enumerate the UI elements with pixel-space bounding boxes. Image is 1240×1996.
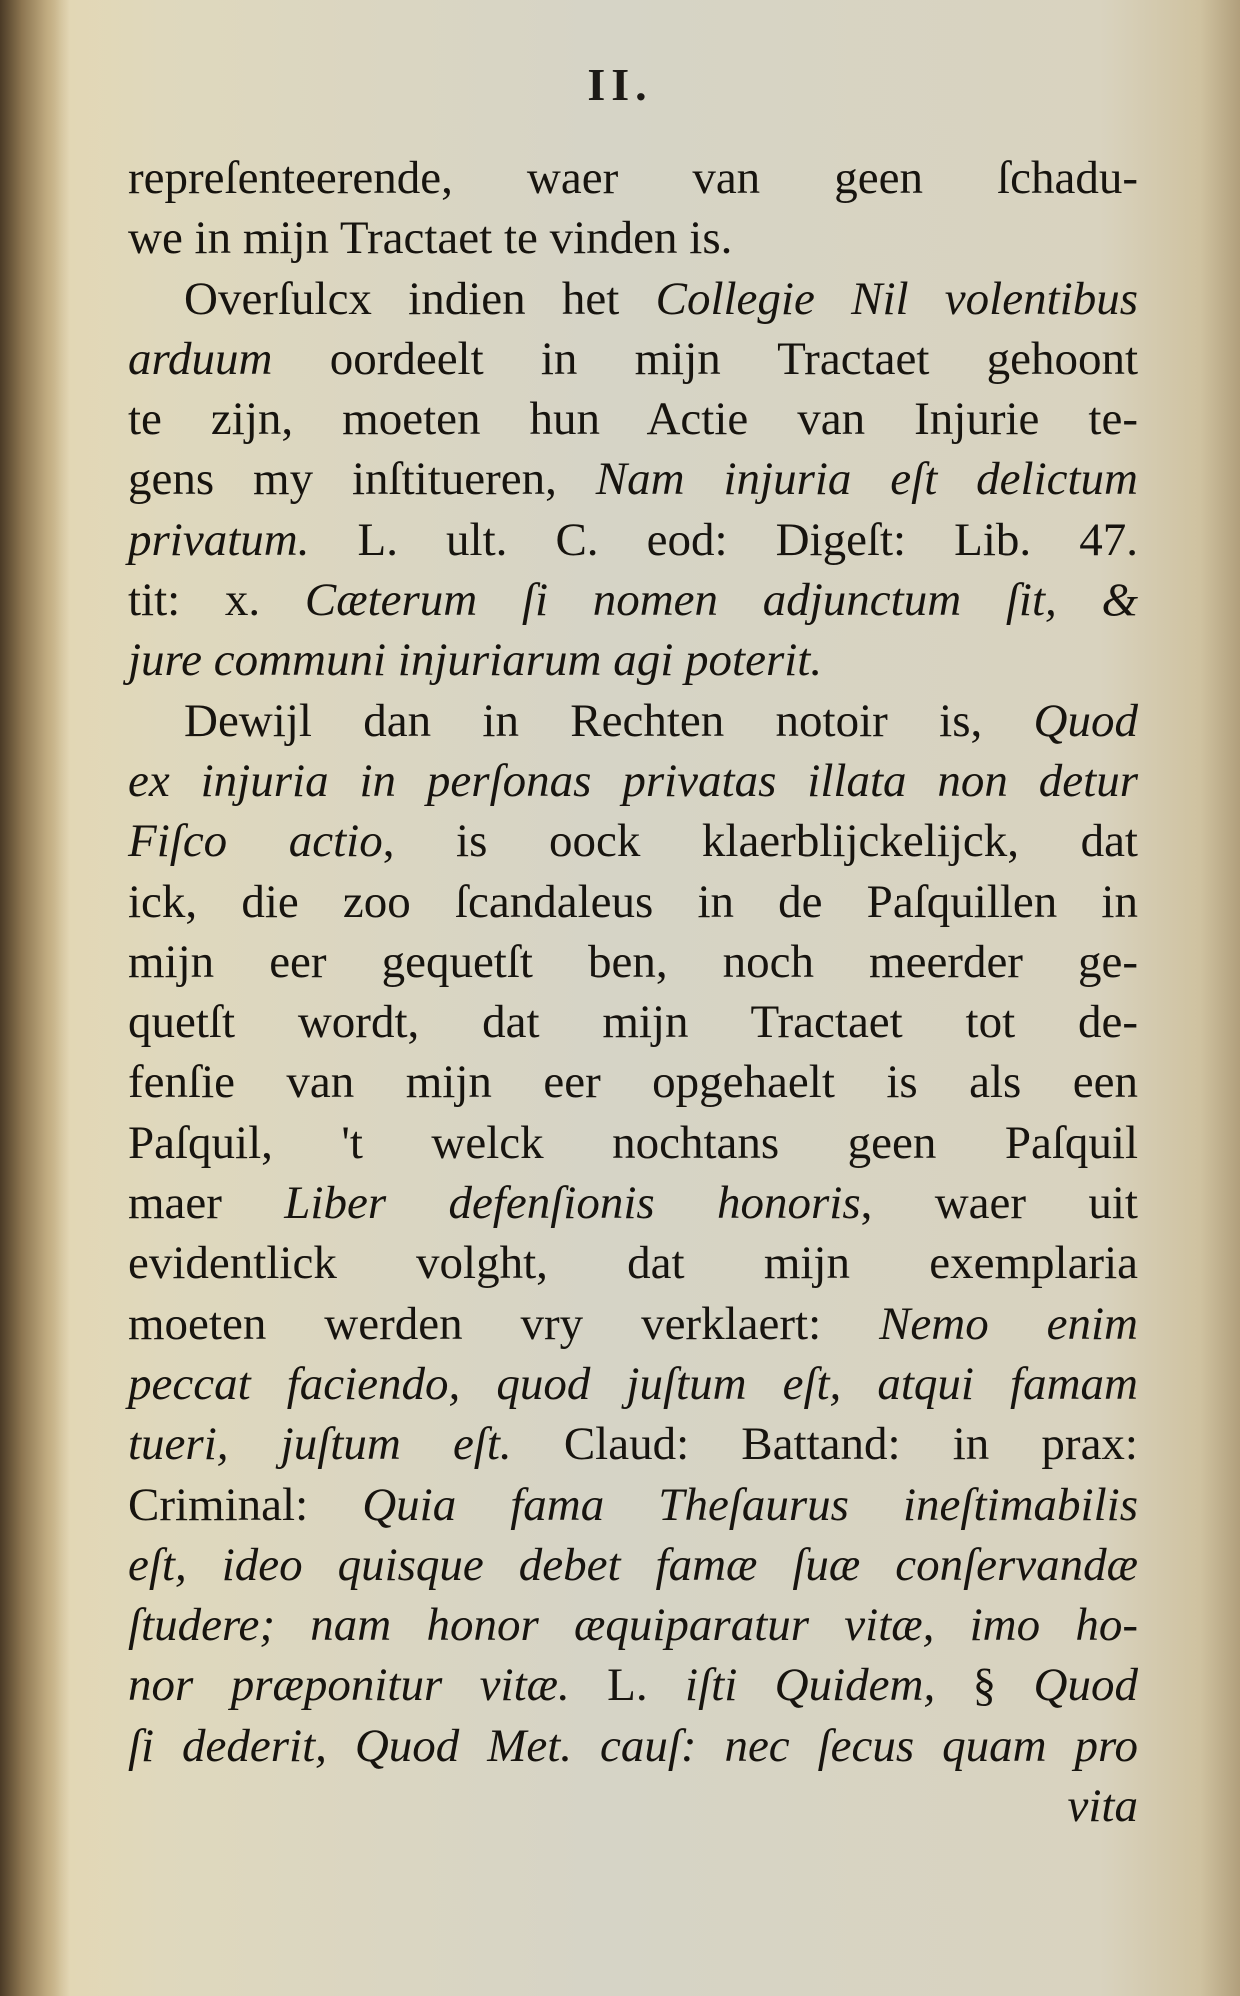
- text-line: [128, 872, 1138, 932]
- italic-text: ex injuria in perſonas privatas illata non detur: [128, 754, 1138, 807]
- italic-text: jure communi injuriarum agi poterit.: [128, 634, 823, 687]
- italic-text: nor præponitur vitæ.: [128, 1659, 570, 1712]
- roman-text: repreſenteerende, waer van geen ſchadu-: [128, 152, 1138, 204]
- roman-text: Dewijl dan in Rechten notoir is,: [184, 694, 1034, 747]
- italic-text: cauſ: nec ſecus quam pro: [599, 1719, 1138, 1772]
- text-line: [128, 449, 1138, 509]
- italic-text: Nemo enim: [879, 1297, 1138, 1350]
- text-line: [128, 1776, 1138, 1836]
- text-line: [128, 691, 1138, 751]
- italic-text: iſti Quidem,: [685, 1659, 973, 1712]
- italic-text: Fiſco actio: [128, 815, 383, 868]
- roman-text: tit: x.: [128, 574, 305, 627]
- text-line: [128, 389, 1138, 449]
- italic-text: eſt, ideo quisque debet famæ ſuæ conſervandæ: [128, 1538, 1138, 1591]
- roman-text: Claud: Battand: in prax:: [511, 1418, 1138, 1471]
- roman-text: fenſie van mijn eer opgehaelt is als een: [128, 1056, 1138, 1109]
- italic-text: Quia fama Theſaurus ineſtimabilis: [362, 1478, 1138, 1531]
- text-line: [128, 148, 1138, 208]
- italic-text: ſtudere; nam honor æquiparatur vitæ, imo ho-: [128, 1599, 1138, 1652]
- text-line: [128, 208, 1138, 268]
- text-line: [128, 1052, 1138, 1112]
- text-line: [128, 1233, 1138, 1293]
- text-line: [128, 1716, 1138, 1776]
- italic-text: vita: [1067, 1780, 1138, 1833]
- text-line: [128, 1414, 1138, 1474]
- text-line: [128, 1354, 1138, 1414]
- italic-text: ſi dederit, Quod Met.: [128, 1719, 573, 1772]
- roman-text: ick, die zoo ſcandaleus in de Paſquillen in: [128, 875, 1138, 928]
- roman-text: gens my inſtitueren,: [128, 453, 596, 506]
- roman-text: we in mijn Tractaet te vinden is.: [128, 212, 733, 265]
- text-line: [128, 510, 1138, 570]
- text-line: [128, 329, 1138, 389]
- roman-text: §: [972, 1659, 1034, 1712]
- text-line: [128, 1535, 1138, 1595]
- italic-text: Quod: [1033, 1659, 1138, 1712]
- italic-text: Nam injuria eſt delictum: [595, 453, 1138, 506]
- roman-text: [572, 1720, 600, 1772]
- roman-text: quetſt wordt, dat mijn Tractaet tot de-: [128, 996, 1138, 1049]
- italic-text: tueri, juſtum eſt.: [128, 1418, 512, 1471]
- roman-text: Overſulcx indien het: [184, 272, 656, 325]
- text-line: [128, 992, 1138, 1052]
- text-line: [128, 269, 1138, 329]
- roman-text: mijn eer gequetſt ben, noch meerder ge-: [128, 935, 1138, 988]
- italic-text: peccat faciendo, quod juſtum eſt, atqui famam: [128, 1357, 1138, 1410]
- italic-text: Quod: [1033, 694, 1138, 747]
- text-line: [128, 1595, 1138, 1655]
- roman-text: evidentlick volght, dat mijn exemplaria: [128, 1237, 1138, 1290]
- roman-text: , is oock klaerblijckelijck, dat: [382, 815, 1138, 868]
- roman-text: L.: [569, 1659, 686, 1712]
- italic-text: Cæterum ſi nomen adjunctum ſit, &: [304, 574, 1139, 627]
- italic-text: privatum.: [128, 513, 310, 566]
- text-line: [128, 1475, 1138, 1535]
- page-number: II.: [587, 59, 653, 110]
- text-line: [128, 1113, 1138, 1173]
- roman-text: maer: [128, 1177, 285, 1230]
- roman-text: Criminal:: [128, 1478, 363, 1531]
- italic-text: arduum: [128, 332, 273, 385]
- book-gutter-shadow: [0, 0, 70, 1996]
- text-line: [128, 811, 1138, 871]
- text-line: [128, 570, 1138, 630]
- roman-text: moeten werden vry verklaert:: [128, 1297, 880, 1350]
- roman-text: L. ult. C. eod: Digeſt: Lib. 47.: [309, 513, 1138, 566]
- italic-text: Liber defenſionis honoris: [284, 1177, 861, 1230]
- text-line: [128, 751, 1138, 811]
- roman-text: , waer uit: [860, 1177, 1138, 1230]
- roman-text: oordeelt in mijn Tractaet gehoont: [272, 332, 1138, 385]
- text-line: [128, 1294, 1138, 1354]
- body-text: [128, 148, 1138, 1836]
- text-line: [128, 1655, 1138, 1715]
- roman-text: Paſquil, 't welck nochtans geen Paſquil: [128, 1116, 1138, 1169]
- italic-text: Collegie Nil volentibus: [655, 272, 1138, 325]
- text-line: [128, 1173, 1138, 1233]
- text-line: [128, 630, 1138, 690]
- roman-text: te zijn, moeten hun Actie van Injurie te-: [128, 393, 1138, 446]
- text-line: [128, 932, 1138, 992]
